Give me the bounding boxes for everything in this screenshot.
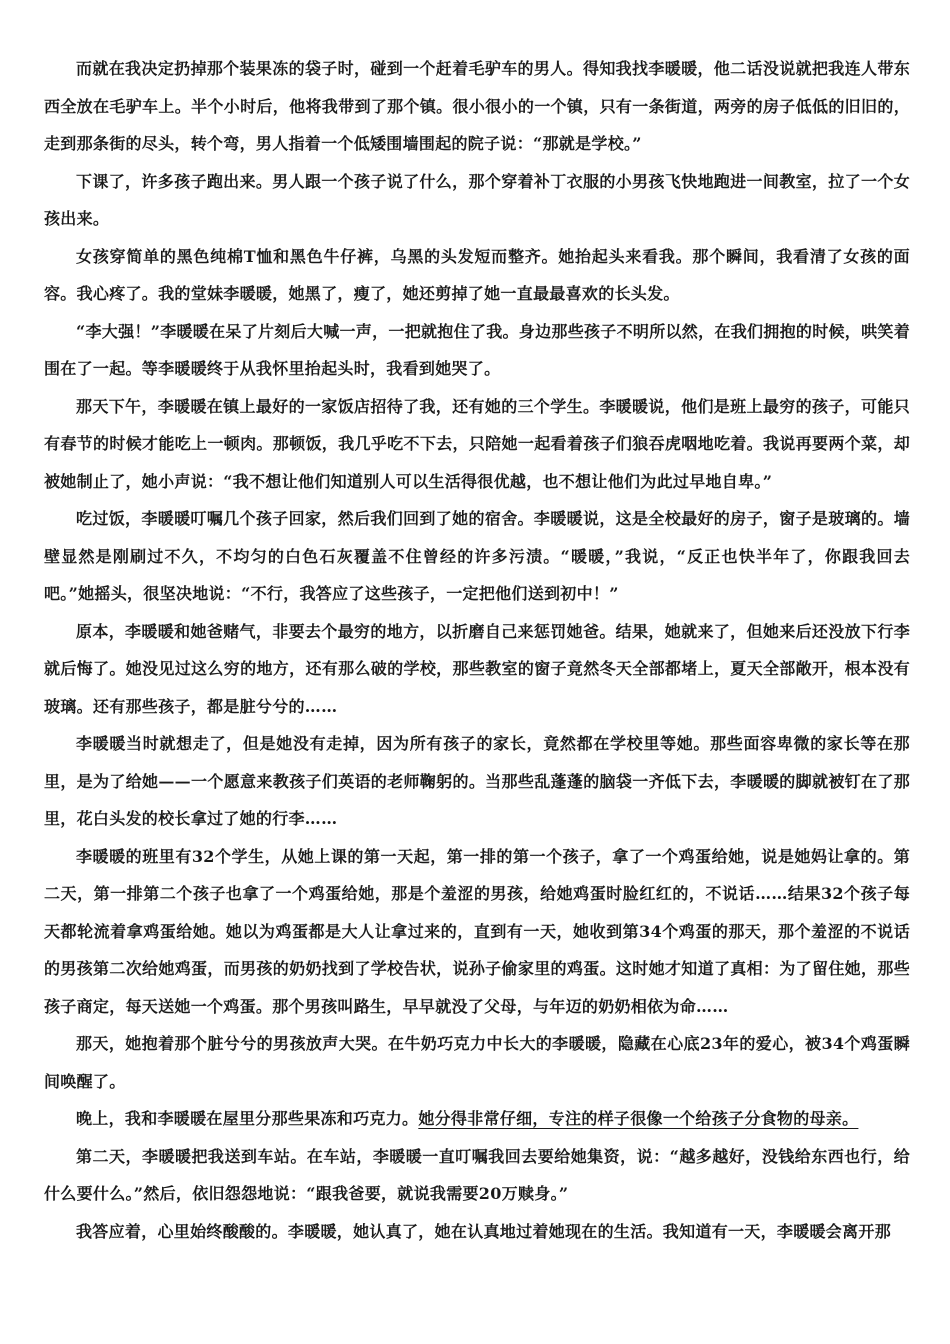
paragraph-3: 女孩穿简单的黑色纯棉T恤和黑色牛仔裤，乌黑的头发短而整齐。她抬起头来看我。那个瞬间，我看清了女孩的面容。我心疼了。我的堂妹李暖暖，她黑了，瘦了，她还剪掉了她一直最最喜欢的长头发。 [44, 246, 910, 303]
paragraph-11 [44, 1100, 910, 1138]
paragraph-13: 我答应着，心里始终酸酸的。李暖暖，她认真了，她在认真地过着她现在的生活。我知道有一天，李暖暖会离开那 [76, 1221, 892, 1241]
paragraph-10: 那天，她抱着那个脏兮兮的男孩放声大哭。在牛奶巧克力中长大的李暖暖，隐藏在心底23年的爱心，被34个鸡蛋瞬间唤醒了。 [44, 1034, 910, 1091]
paragraph-7: 原本，李暖暖和她爸赌气，非要去个最穷的地方，以折磨自己来惩罚她爸。结果，她就来了，但她来后还没放下行李就后悔了。她没见过这么穷的地方，还有那么破的学校，那些教室的窗子竟然冬天全部都堵上，夏天全部敞开，根本没有玻璃。还有那些孩子，都是脏兮兮的…… [44, 621, 910, 716]
paragraph-9: 李暖暖的班里有32个学生，从她上课的第一天起，第一排的第一个孩子，拿了一个鸡蛋给她，说是她妈让拿的。第二天，第一排第二个孩子也拿了一个鸡蛋给她，那是个羞涩的男孩，给她鸡蛋时脸红红的，不说话……结果32个孩子每天都轮流着拿鸡蛋给她。她以为鸡蛋都是大人让拿过来的，直到有一天，她收到第34个鸡蛋的那天，那个羞涩的不说话的男孩第二次给她鸡蛋，而男孩的奶奶找到了学校告状，说孙子偷家里的鸡蛋。这时她才知道了真相：为了留住她，那些孩子商定，每天送她一个鸡蛋。那个男孩叫路生，早早就没了父母，与年迈的奶奶相依为命…… [44, 846, 910, 1016]
paragraph-11-text: 晚上，我和李暖暖在屋里分那些果冻和巧克力。 [76, 1109, 419, 1128]
paragraph-8: 李暖暖当时就想走了，但是她没有走掉，因为所有孩子的家长，竟然都在学校里等她。那些面容卑微的家长等在那里，是为了给她——一个愿意来教孩子们英语的老师鞠躬的。当那些乱蓬蓬的脑袋一齐低下去，李暖暖的脚就被钉在了那里，花白头发的校长拿过了她的行李…… [44, 734, 910, 828]
paragraph-5: 那天下午，李暖暖在镇上最好的一家饭店招待了我，还有她的三个学生。李暖暖说，他们是班上最穷的孩子，可能只有春节的时候才能吃上一顿肉。那顿饭，我几乎吃不下去，只陪她一起看着孩子们狼吞虎咽地吃着。我说再要两个菜，却被她制止了，她小声说：“我不想让他们知道别人可以生活得很优越，也不想让他们为此过早地自卑。” [44, 396, 910, 491]
paragraph-4: “李大强！”李暖暖在呆了片刻后大喊一声，一把就抱住了我。身边那些孩子不明所以然，在我们拥抱的时候，哄笑着围在了一起。等李暖暖终于从我怀里抬起头时，我看到她哭了。 [44, 321, 910, 378]
paragraph-6: 吃过饭，李暖暖叮嘱几个孩子回家，然后我们回到了她的宿舍。李暖暖说，这是全校最好的房子，窗子是玻璃的。墙壁显然是刚刷过不久，不均匀的白色石灰覆盖不住曾经的许多污渍。“暖暖，”我说，“反正也快半年了，你跟我回去吧。”她摇头，很坚决地说：“不行，我答应了这些孩子，一定把他们送到初中！” [44, 509, 910, 603]
underlined-sentence: 她分得非常仔细，专注的样子很像一个给孩子分食物的母亲。 [418, 1109, 859, 1128]
paragraph-12: 第二天，李暖暖把我送到车站。在车站，李暖暖一直叮嘱我回去要给她集资，说：“越多越好，没钱给东西也行，给什么要什么。”然后，依旧怨怨地说：“跟我爸要，就说我需要20万赎身。” [44, 1146, 910, 1203]
paragraph-1: 而就在我决定扔掉那个装果冻的袋子时，碰到一个赶着毛驴车的男人。得知我找李暖暖，他二话没说就把我连人带东西全放在毛驴车上。半个小时后，他将我带到了那个镇。很小很小的一个镇，只有一条街道，两旁的房子低低的旧旧的，走到那条街的尽头，转个弯，男人指着一个低矮围墙围起的院子说：“那就是学校。” [44, 59, 910, 153]
document-page [44, 50, 910, 1320]
paragraph-2: 下课了，许多孩子跑出来。男人跟一个孩子说了什么，那个穿着补丁衣服的小男孩飞快地跑进一间教室，拉了一个女孩出来。 [44, 171, 910, 228]
